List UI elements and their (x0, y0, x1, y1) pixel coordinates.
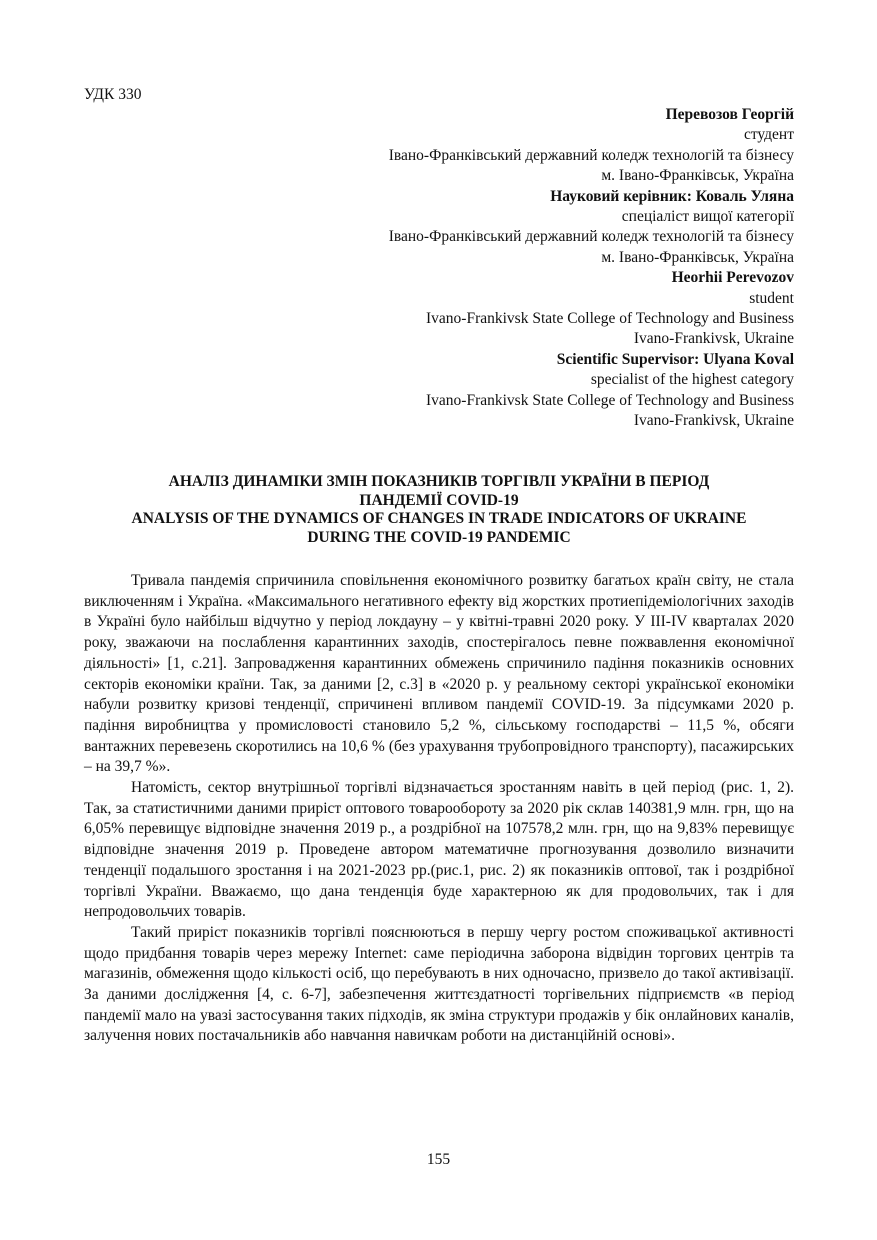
author-line: м. Івано-Франківськ, Україна (601, 248, 794, 266)
author-line: Науковий керівник: Коваль Уляна (550, 187, 794, 205)
title-line-en-1: ANALYSIS OF THE DYNAMICS OF CHANGES IN TRADE INDICATORS OF UKRAINE (131, 510, 747, 528)
article-body (84, 571, 794, 1047)
author-line: Івано-Франківський державний коледж технологій та бізнесу (388, 146, 794, 164)
author-line: Ivano-Frankivsk State College of Technology and Business (426, 310, 794, 328)
author-line: Ivano-Frankivsk, Ukraine (633, 330, 794, 348)
udk-code: УДК 330 (84, 86, 142, 103)
author-line: Scientific Supervisor: Ulyana Koval (556, 350, 794, 368)
author-block (194, 105, 794, 432)
author-line: student (749, 289, 794, 307)
author-line: specialist of the highest category (590, 371, 794, 389)
page-number: 155 (426, 1151, 451, 1168)
author-line: Heorhii Perevozov (671, 269, 794, 287)
paragraph: Тривала пандемія спричинила сповільнення економічного розвитку багатьох країн світу, не стала виключенням і Україна. «Максимального негативного ефекту від жорстких протиепідеміологічних заходів в Україні було найбільш відчутно у період локдауну – у квітні-травні 2020 року. У III-IV кварталах 2020 року, зважаючи на послаблення карантинних заходів, спостерігалось певне пожвавлення економічної діяльності» [1, с.21]. Запровадження карантинних обмежень спричинило падіння показників основних секторів економіки країни. Так, за даними [2, с.3] в «2020 р. у реальному секторі української економіки набули розвитку кризові тенденції, спричинені впливом пандемії COVID-19. За підсумками 2020 р. падіння виробництва у промисловості становило 5,2 %, сільському господарстві – 11,5 %, обсяги вантажних перевезень скоротились на 10,6 % (без урахування трубопровідного транспорту), пасажирських – на 39,7 %». (84, 572, 794, 776)
paragraph: Такий приріст показників торгівлі пояснюються в першу чергу ростом споживацької активності щодо придбання товарів через мережу Internet: саме періодична заборона відвідин торгових центрів та магазинів, обмеження щодо кількості осіб, що перебувають в них одночасно, призвело до такої активізації. За даними дослідження [4, с. 6-7], забезпечення життєздатності торгівельних підприємств «в період пандемії мало на увазі застосування таких підходів, як зміна структури продажів у бік онлайнових каналів, залучення нових постачальників або навчання навичкам роботи на дистанційній основі». (84, 923, 794, 1045)
author-line: Ivano-Frankivsk, Ukraine (633, 412, 794, 430)
author-line: м. Івано-Франківськ, Україна (601, 167, 794, 185)
author-line: Ivano-Frankivsk State College of Technology and Business (426, 391, 794, 409)
article-title (84, 473, 794, 547)
title-line-ua-2: ПАНДЕМІЇ COVID-19 (359, 491, 519, 509)
author-line: спеціаліст вищої категорії (621, 208, 794, 226)
title-line-ua-1: АНАЛІЗ ДИНАМІКИ ЗМІН ПОКАЗНИКІВ ТОРГІВЛІ УКРАЇНИ В ПЕРІОД (168, 473, 710, 490)
paragraph: Натомість, сектор внутрішньої торгівлі відзначається зростанням навіть в цей період (рис. 1, 2). Так, за статистичними даними приріст оптового товарообороту за 2020 рік склав 140381,9 млн. грн, що на 6,05% перевищує відповідне значення 2019 р., а роздрібної на 107578,2 млн. грн, що на 9,83% перевищує відповідне значення 2019 р. Проведене автором математичне прогнозування дозволило визначити тенденції подальшого зростання і на 2021-2023 рр.(рис.1, рис. 2) як показників оптової, так і роздрібної торгівлі України. Вважаємо, що дана тенденція буде характерною як для продовольчих, так і для непродовольчих товарів. (84, 779, 794, 921)
author-line: Івано-Франківський державний коледж технологій та бізнесу (388, 228, 794, 246)
title-line-en-2: DURING THE COVID-19 PANDEMIC (307, 528, 571, 546)
author-line: Перевозов Георгій (665, 106, 794, 123)
author-line: студент (743, 126, 794, 144)
